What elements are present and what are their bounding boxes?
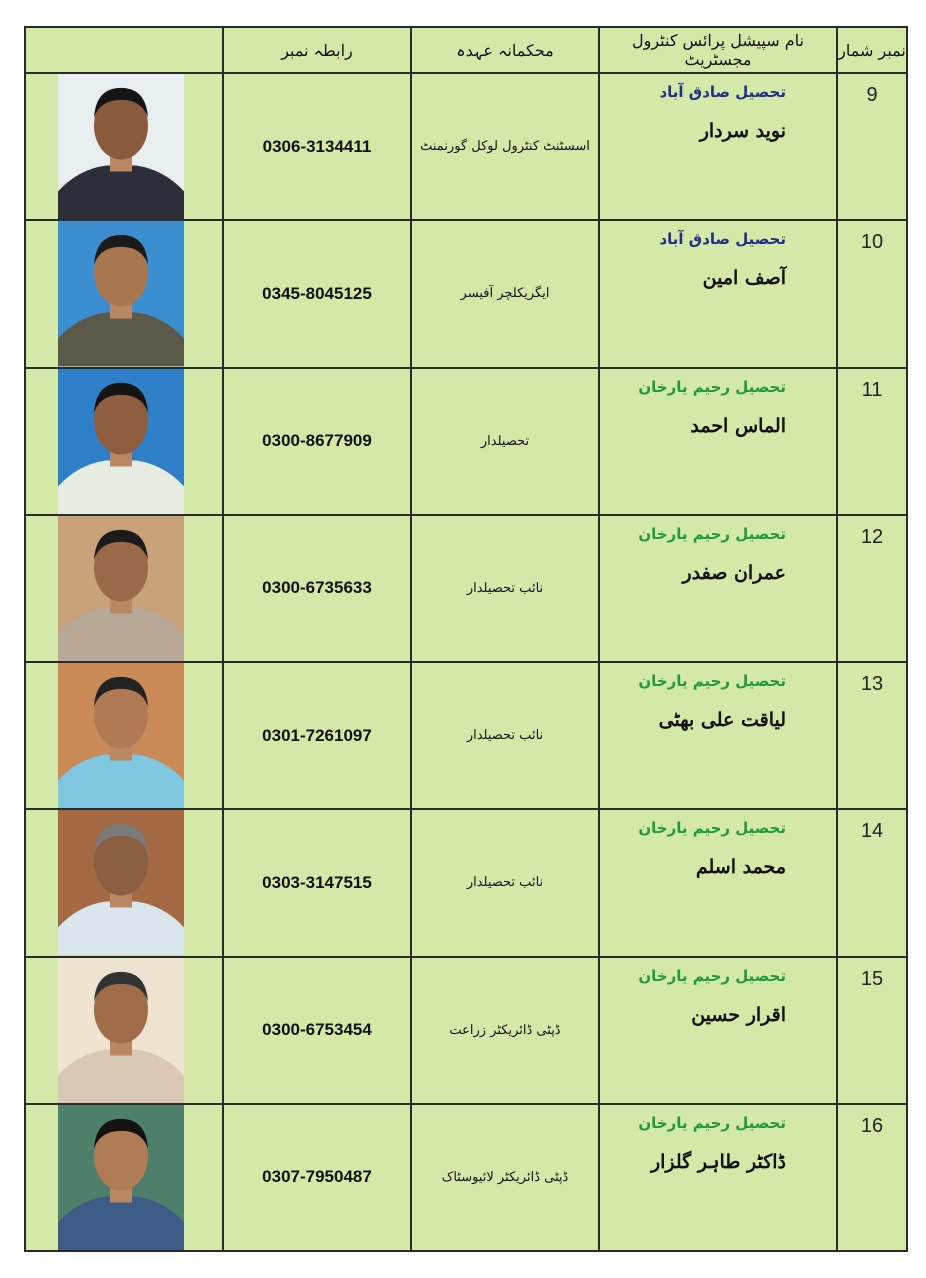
photo-cell <box>25 220 223 367</box>
photo-cell <box>25 809 223 956</box>
contact-number: 0303-3147515 <box>223 809 411 956</box>
serial-number: 12 <box>837 515 907 662</box>
tehsil-label: تحصیل رحیم یارخان <box>638 819 786 838</box>
header-serial: نمبر شمار <box>837 27 907 73</box>
portrait-photo <box>58 663 184 808</box>
contact-number: 0300-8677909 <box>223 368 411 515</box>
name-cell <box>599 220 837 367</box>
photo-cell <box>25 515 223 662</box>
photo-cell <box>25 957 223 1104</box>
name-cell <box>599 368 837 515</box>
contact-number: 0300-6735633 <box>223 515 411 662</box>
header-row <box>25 27 907 73</box>
portrait-photo <box>58 810 184 955</box>
serial-number: 15 <box>837 957 907 1104</box>
header-photo <box>25 27 223 73</box>
photo-cell <box>25 368 223 515</box>
designation: نائب تحصیلدار <box>411 809 599 956</box>
table-row <box>25 73 907 220</box>
magistrate-name: لیاقت علی بھٹی <box>658 709 786 731</box>
portrait-photo <box>58 958 184 1103</box>
serial-number: 10 <box>837 220 907 367</box>
designation: نائب تحصیلدار <box>411 662 599 809</box>
contact-number: 0301-7261097 <box>223 662 411 809</box>
magistrates-table <box>24 26 908 1252</box>
photo-cell <box>25 73 223 220</box>
portrait-photo <box>58 369 184 514</box>
tehsil-label: تحصیل صادق آباد <box>659 83 786 101</box>
table-row <box>25 957 907 1104</box>
table-row <box>25 220 907 367</box>
tehsil-label: تحصیل رحیم یارخان <box>638 377 786 396</box>
header-contact: رابطہ نمبر <box>223 27 411 73</box>
serial-number: 9 <box>837 73 907 220</box>
tehsil-label: تحصیل رحیم یارخان <box>638 672 786 690</box>
photo-cell <box>25 662 223 809</box>
designation: ڈپٹی ڈائریکٹر زراعت <box>411 957 599 1104</box>
magistrate-name: نوید سردار <box>699 120 786 142</box>
designation: نائب تحصیلدار <box>411 515 599 662</box>
magistrate-name: آصف امین <box>702 267 786 290</box>
tehsil-label: تحصیل صادق آباد <box>659 230 786 249</box>
contact-number: 0307-7950487 <box>223 1104 411 1251</box>
tehsil-label: تحصیل رحیم یارخان <box>638 524 786 543</box>
contact-number: 0345-8045125 <box>223 220 411 367</box>
table-row <box>25 368 907 515</box>
designation: تحصیلدار <box>411 368 599 515</box>
designation: ایگریکلچر آفیسر <box>411 220 599 367</box>
name-cell <box>599 662 837 809</box>
serial-number: 11 <box>837 368 907 515</box>
table-row <box>25 809 907 956</box>
portrait-photo <box>58 1105 184 1250</box>
table-row <box>25 515 907 662</box>
header-name: نام سپیشل پرائس کنٹرول مجسٹریٹ <box>599 27 837 73</box>
magistrate-name: ڈاکٹر طاہر گلزار <box>650 1150 786 1173</box>
photo-cell <box>25 1104 223 1251</box>
name-cell <box>599 73 837 220</box>
name-cell <box>599 957 837 1104</box>
serial-number: 14 <box>837 809 907 956</box>
header-post: محکمانہ عہدہ <box>411 27 599 73</box>
magistrate-name: عمران صفدر <box>682 561 786 584</box>
name-cell <box>599 809 837 956</box>
table-row <box>25 662 907 809</box>
serial-number: 16 <box>837 1104 907 1251</box>
contact-number: 0300-6753454 <box>223 957 411 1104</box>
portrait-photo <box>58 221 184 366</box>
magistrate-name: محمد اسلم <box>695 856 786 879</box>
contact-number: 0306-3134411 <box>223 73 411 220</box>
serial-number: 13 <box>837 662 907 809</box>
tehsil-label: تحصیل رحیم یارخان <box>638 966 786 985</box>
magistrate-name: اقرار حسین <box>691 1003 786 1026</box>
name-cell <box>599 515 837 662</box>
table-row <box>25 1104 907 1251</box>
portrait-photo <box>58 516 184 661</box>
name-cell <box>599 1104 837 1251</box>
tehsil-label: تحصیل رحیم یارخان <box>638 1113 786 1132</box>
designation: ڈپٹی ڈائریکٹر لائیوسٹاک <box>411 1104 599 1251</box>
portrait-photo <box>58 74 184 219</box>
designation: اسسٹنٹ کنٹرول لوکل گورنمنٹ <box>411 73 599 220</box>
magistrate-name: الماس احمد <box>690 414 786 437</box>
